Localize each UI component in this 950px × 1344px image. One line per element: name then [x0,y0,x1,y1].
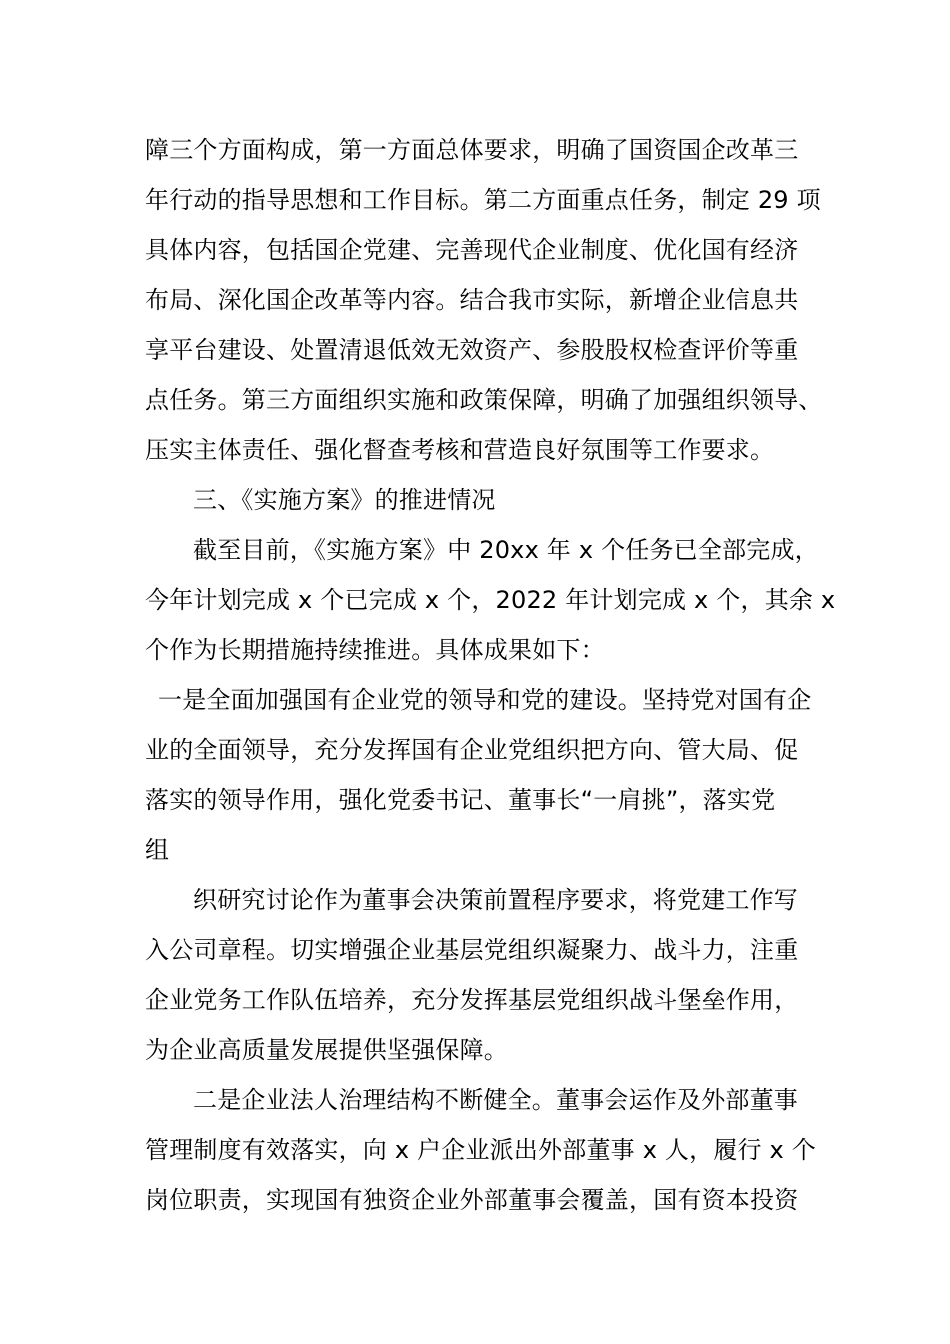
paragraph-line: 入公司章程。切实增强企业基层党组织凝聚力、战斗力，注重 [145,936,799,964]
paragraph-line: 享平台建设、处置清退低效无效资产、参股股权检查评价等重 [145,336,799,364]
section-heading: 三、《实施方案》的推进情况 [193,486,496,514]
paragraph-line: 管理制度有效落实，向 x 户企业派出外部董事 x 人，履行 x 个 [145,1136,816,1164]
paragraph-line: 年行动的指导思想和工作目标。第二方面重点任务，制定 29 项 [145,186,821,214]
paragraph-line: 截至目前，《实施方案》中 20xx 年 x 个任务已全部完成， [193,536,819,564]
paragraph-line: 岗位职责，实现国有独资企业外部董事会覆盖，国有资本投资 [145,1186,799,1214]
paragraph-line: 具体内容，包括国企党建、完善现代企业制度、优化国有经济 [145,236,799,264]
paragraph-line: 二是企业法人治理结构不断健全。董事会运作及外部董事 [193,1086,798,1114]
paragraph-line: 组 [145,836,170,864]
paragraph-line: 一是全面加强国有企业党的领导和党的建设。坚持党对国有企 [158,686,812,714]
paragraph-line: 落实的领导作用，强化党委书记、董事长“一肩挑”，落实党 [145,786,776,814]
paragraph-line: 企业党务工作队伍培养，充分发挥基层党组织战斗堡垒作用， [145,986,799,1014]
paragraph-line: 为企业高质量发展提供坚强保障。 [145,1036,508,1064]
paragraph-line: 个作为长期措施持续推进。具体成果如下： [145,636,605,664]
paragraph-line: 织研究讨论作为董事会决策前置程序要求，将党建工作写 [193,886,798,914]
paragraph-line: 障三个方面构成，第一方面总体要求，明确了国资国企改革三 [145,136,799,164]
paragraph-line: 今年计划完成 x 个已完成 x 个，2022 年计划完成 x 个，其余 x [145,586,836,614]
paragraph-line: 业的全面领导，充分发挥国有企业党组织把方向、管大局、促 [145,736,799,764]
paragraph-line: 压实主体责任、强化督查考核和营造良好氛围等工作要求。 [145,436,775,464]
paragraph-line: 布局、深化国企改革等内容。结合我市实际，新增企业信息共 [145,286,799,314]
paragraph-line: 点任务。第三方面组织实施和政策保障，明确了加强组织领导、 [145,386,823,414]
